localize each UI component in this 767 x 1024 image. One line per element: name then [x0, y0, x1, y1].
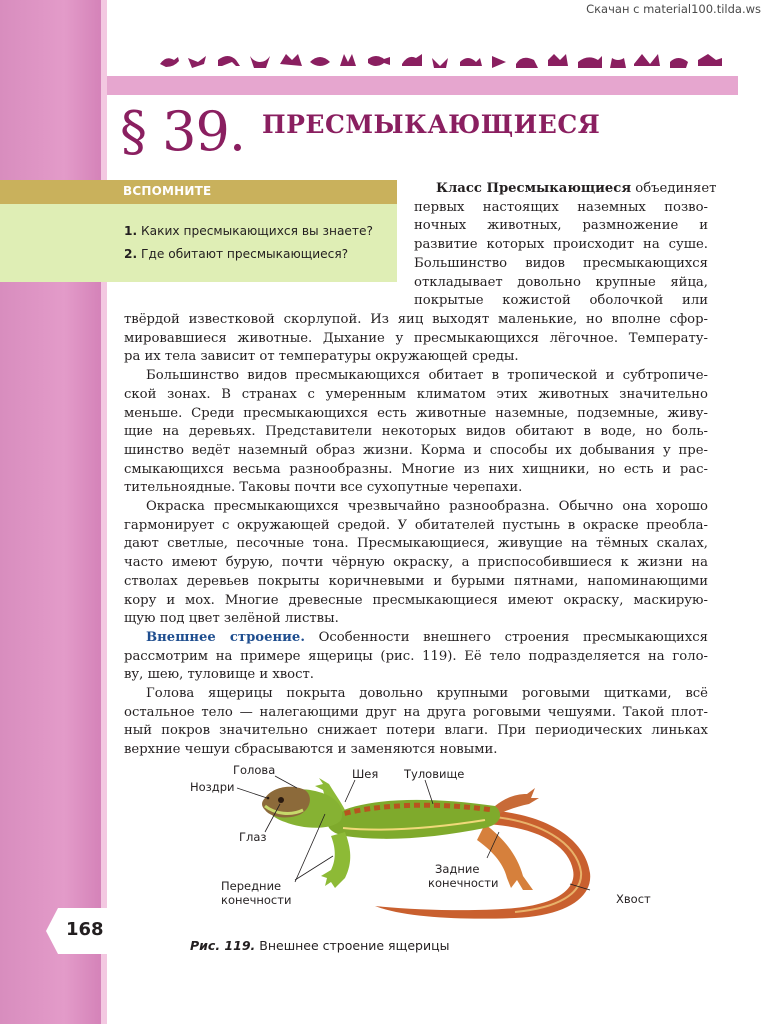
text-line: щую под цвет зелёной листвы. — [124, 611, 339, 627]
label-hind-limbs-1: Задние — [435, 862, 480, 876]
recall-question-1-num: 1. — [124, 224, 138, 238]
recall-question-2-num: 2. — [124, 247, 138, 261]
text-fragment: объединяет — [635, 181, 717, 196]
label-front-limbs-1: Передние — [221, 879, 282, 893]
watermark: Скачан с material100.tilda.ws — [586, 2, 761, 16]
lizard-front-leg — [321, 832, 350, 888]
text-line: ночных животных, размножение и — [414, 218, 708, 234]
text-line: ской зонах. В странах с умеренным климатом этих животных значительно — [124, 386, 708, 402]
text-line: Окраска пресмыкающихся чрезвычайно разнообразна. Обычно она хорошо — [146, 499, 708, 515]
text-line: ный покров значительно снижает потери влаги. При периодических линьках — [124, 723, 708, 739]
section-number: § 39. — [120, 100, 246, 163]
label-eye: Глаз — [239, 830, 267, 844]
page-number: 168 — [66, 919, 104, 940]
text-line: ра их тела зависит от температуры окружающей среды. — [124, 349, 519, 365]
text-line: гармонирует с окружающей средой. У обитателей пустынь в окраске преобла- — [124, 517, 708, 533]
text-line: твёрдой известковой скорлупой. Из яиц выходят маленькие, но вполне сфор- — [124, 312, 708, 327]
text-line: щие на деревьях. Представители некоторых видов обитают в воде, но боль- — [124, 424, 708, 440]
text-line: развитие которых происходит на суше. — [414, 237, 708, 253]
label-trunk: Туловище — [404, 767, 465, 781]
recall-box — [0, 180, 397, 282]
recall-heading-bar — [0, 180, 397, 204]
figure-caption-text: Внешнее строение ящерицы — [255, 938, 450, 953]
text-line: покрытые кожистой оболочкой или — [414, 293, 708, 309]
text-line: шинство ведёт наземный образ жизни. Корма и способы их добывания у пре- — [124, 442, 708, 458]
label-neck: Шея — [352, 767, 379, 781]
side-decor-edge — [101, 0, 107, 1024]
figure-caption — [190, 938, 449, 953]
text-line: стволах деревьев покрыты коричневыми и бурыми пятнами, напоминающими — [124, 573, 708, 589]
header-pink-bar — [107, 76, 738, 95]
text-line: Большинство видов пресмыкающихся обитает в тропической и субтропиче- — [146, 368, 708, 384]
text-line: часто имеют бурую, почти чёрную окраску, а приспособившиеся к жизни на — [124, 555, 708, 571]
text-line: откладывает довольно крупные яйца, — [414, 274, 708, 290]
figure-caption-number: Рис. 119. — [190, 938, 256, 953]
recall-question-2-text: Где обитают пресмыкающиеся? — [141, 247, 349, 261]
label-tail: Хвост — [616, 892, 651, 906]
recall-question-1-text: Каких пресмыкающихся вы знаете? — [141, 224, 373, 238]
label-nostrils: Ноздри — [190, 780, 235, 794]
text-line: Большинство видов пресмыкающихся — [414, 255, 708, 271]
text-line: рассмотрим на примере ящерицы (рис. 119). Её тело подразделяется на голо- — [124, 648, 708, 664]
text-line: остальное тело — налегающими друг на друга роговыми чешуями. Такой плот- — [124, 704, 708, 720]
recall-heading: ВСПОМНИТЕ — [123, 184, 212, 198]
text-line: Голова ящерицы покрыта довольно крупными роговыми щитками, всё — [146, 686, 708, 702]
label-front-limbs-2: конечности — [221, 893, 292, 907]
text-line: смыкающихся весьма разнообразны. Многие из них хищники, но есть и рас- — [124, 461, 708, 477]
text-line: мировавшиеся животные. Дыхание у пресмыкающихся лёгочное. Температу- — [124, 330, 708, 346]
text-line: дают светлые, песочные тона. Пресмыкающиеся, живущие на тёмных скалах, — [124, 536, 708, 552]
side-decor-strip — [0, 0, 107, 1024]
lizard-nostril — [267, 797, 270, 800]
term-reptiles-class: Класс Пресмыкающиеся — [436, 181, 632, 196]
label-head: Голова — [233, 763, 276, 777]
text-line: тительноядные. Таковы почти все сухопутные черепахи. — [124, 480, 523, 496]
label-hind-limbs-2: конечности — [428, 876, 499, 890]
text-fragment: Особенности внешнего строения пресмыкающихся — [318, 629, 708, 645]
recall-question-1 — [124, 224, 373, 238]
paragraph-1-narrow — [414, 180, 717, 311]
text-line: ву, шею, туловище и хвост. — [124, 667, 314, 683]
text-line: первых настоящих наземных позво- — [414, 199, 708, 215]
lizard-figure — [185, 758, 655, 928]
text-line — [414, 180, 717, 199]
text-line: кору и мох. Многие древесные пресмыкающиеся имеют окраску, маскирую- — [124, 592, 708, 608]
text-line: верхние чешуи сбрасываются и заменяются новыми. — [124, 742, 498, 758]
recall-question-2 — [124, 247, 348, 261]
lizard-hind-leg-far — [495, 788, 539, 814]
lizard-eye — [278, 797, 284, 803]
term-external-structure: Внешнее строение. — [146, 629, 305, 645]
animal-silhouettes-decor — [158, 50, 733, 72]
page-title: ПРЕСМЫКАЮЩИЕСЯ — [262, 110, 601, 139]
text-line — [124, 629, 708, 648]
text-line: меньше. Среди пресмыкающихся есть животные наземные, подземные, живу- — [124, 405, 708, 421]
main-text — [124, 311, 708, 760]
